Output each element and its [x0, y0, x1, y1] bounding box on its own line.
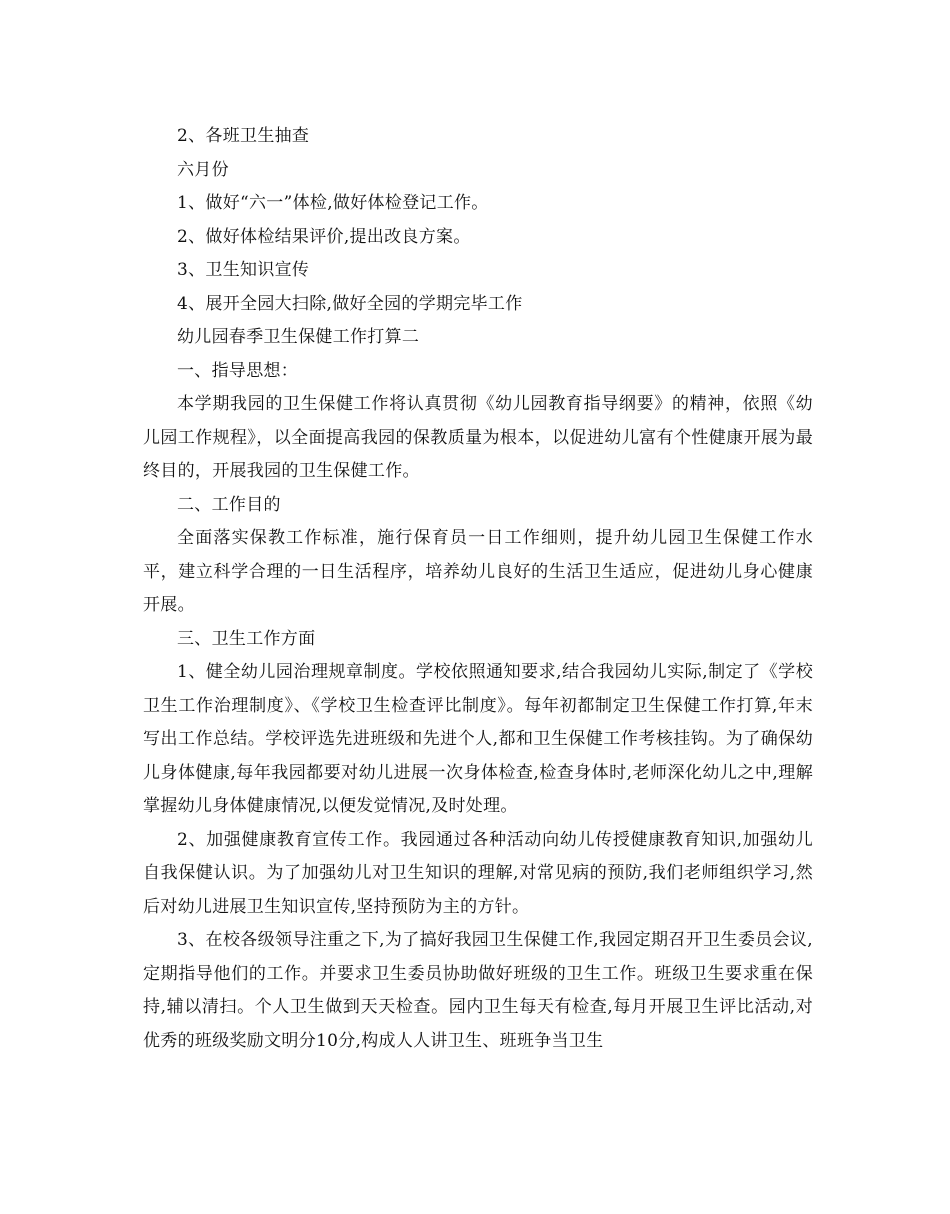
paragraph-6: 4、展开全园大扫除,做好全园的学期完毕工作: [177, 293, 523, 314]
heading-guiding-thought: 一、指导思想：: [177, 360, 299, 381]
paragraph-hygiene-3: 3、在校各级领导注重之下,为了搞好我园卫生保健工作,我园定期召开卫生委员会议,定期指导他们的工作。并要求卫生委员协助做好班级的卫生工作。班级卫生要求重在保持,辅以清扫。个人卫生做到天天检查。园内卫生每天有检查,每月开展卫生评比活动,对优秀的班级奖励文明分10分,构成人人讲卫生、班班争当卫生: [143, 930, 813, 1051]
paragraph-1: 2、各班卫生抽查: [177, 126, 310, 146]
paragraph-3: 1、做好“六一”体检,做好体检登记工作。: [177, 193, 489, 213]
paragraph-2: 六月份: [177, 159, 229, 180]
document-body: [143, 120, 813, 1058]
paragraph-5: 3、卫生知识宣传: [177, 260, 310, 280]
paragraph-hygiene-2: 2、加强健康教育宣传工作。我园通过各种活动向幼儿传授健康教育知识,加强幼儿自我保健认识。为了加强幼儿对卫生知识的理解,对常见病的预防,我们老师组织学习,然后对幼儿进展卫生知识宣传,坚持预防为主的方针。: [143, 829, 813, 917]
paragraph-4: 2、做好体检结果评价,提出改良方案。: [177, 226, 471, 247]
heading-hygiene-work: 三、卫生工作方面: [177, 628, 316, 649]
paragraph-hygiene-1: 1、健全幼儿园治理规章制度。学校依照通知要求,结合我园幼儿实际,制定了《学校卫生工作治理制度》、《学校卫生检查评比制度》。每年初都制定卫生保健工作打算,年末写出工作总结。学校评选先进班级和先进个人,都和卫生保健工作考核挂钩。为了确保幼儿身体健康,每年我园都要对幼儿进展一次身体检查,检查身体时,老师深化幼儿之中,理解掌握幼儿身体健康情况,以便发觉情况,及时处理。: [143, 662, 813, 816]
paragraph-guiding-thought: 本学期我园的卫生保健工作将认真贯彻《幼儿园教育指导纲要》的精神，依照《幼儿园工作规程》，以全面提高我园的保教质量为根本，以促进幼儿富有个性健康开展为最终目的，开展我园的卫生保健工作。: [143, 394, 813, 481]
section-title: 幼儿园春季卫生保健工作打算二: [177, 327, 420, 347]
paragraph-work-goal: 全面落实保教工作标准，施行保育员一日工作细则，提升幼儿园卫生保健工作水平，建立科学合理的一日生活程序，培养幼儿良好的生活卫生适应，促进幼儿身心健康开展。: [143, 528, 813, 615]
heading-work-goal: 二、工作目的: [177, 494, 281, 515]
